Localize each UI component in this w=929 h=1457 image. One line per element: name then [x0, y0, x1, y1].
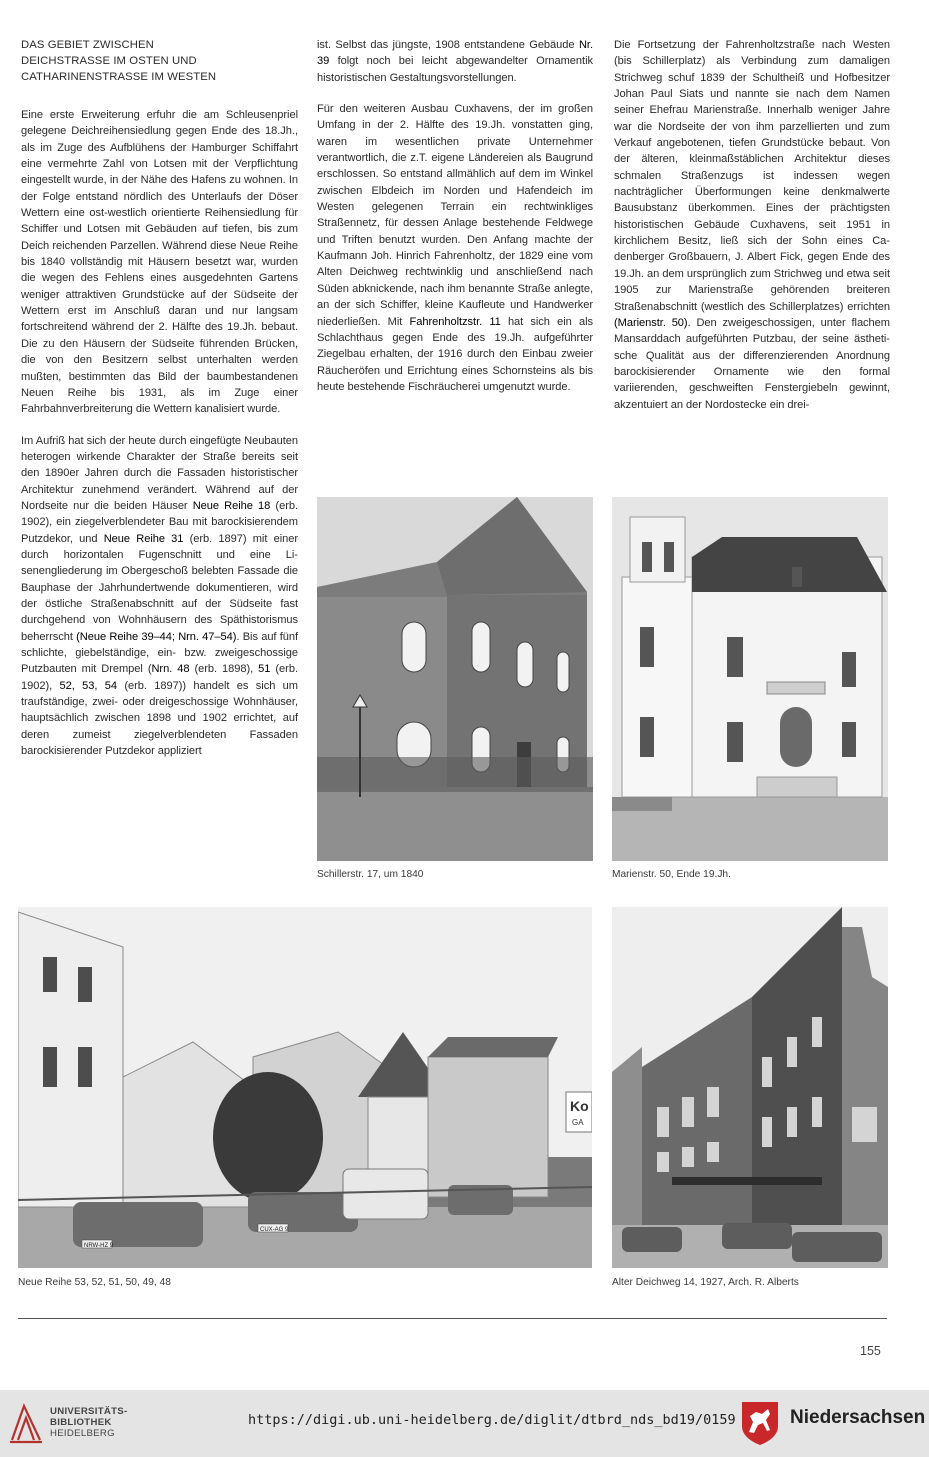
paragraph: Für den weiteren Ausbau Cuxhavens, der im großen Umfang in der 2. Hälfte des 19.Jh. vonstatten ging, waren im wesentlichen private Unternehmer verantwortlich, die z.T. eigene Ländеreien als Baugrund erschlossen. So entstand allmählich auf dem im Winkel zwischen Elbdeich im Norden und Hafendeich im Westen gelegenen Terrain ein rechtwinkliges Straßennetz, für dessen Anlage bestehende Feldwege und Triften benutzt wurden. Den Anfang machte der Kaufmann Joh. Hinrich Fahrenholtz, der 1829 eine vom Alten Deichweg rechtwinklig und anschließend nach Süden abknickende, nach ihm benannte Straße anlegte, an der sich Schiffer, kleine Kaufleute und Handwerker niederließen. Mit Fahrenholtzstr. 11 hat sich ein als Schlachthaus gegen Ende des 19.Jh. aufgeführter Ziegelbau erhalten, der 1916 durch den Einbau zweier Räucheröfen und Errichtung eines Schornsteins als bis heute bestehende Fischräucherei umgenutzt wurde.	[317, 103, 593, 393]
state-name: Niedersachsen	[790, 1407, 926, 1428]
paragraph: ist. Selbst das jüngste, 1908 entstandene Gebäude Nr. 39 folgt noch bei leicht abgewandelter Ornamentik historistischen Gestaltungsvorstellungen.	[317, 39, 593, 84]
building-reference: Fahrenholtzstr. 11	[409, 315, 501, 328]
caption-photo-3: Neue Reihe 53, 52, 51, 50, 49, 48	[18, 1277, 171, 1288]
heading-line-1: DAS GEBIET ZWISCHEN	[21, 39, 154, 51]
building-reference: Neue Reihe 31	[103, 532, 184, 545]
niedersachsen-horse-icon	[740, 1400, 780, 1446]
digitization-footer	[0, 1390, 929, 1457]
section-heading	[21, 37, 298, 85]
paragraph: Die Fortsetzung der Fahrenholtzstraße nach Westen (bis Schillerplatz) als Verbindung zum damaligen Strichweg schuf 1839 der Schultheiß und Hofbesitzer Johan Paul Siats und nannte sie nach dem Namen seiner Ehefrau Marienstraße. Innerhalb weniger Jahre war die Nordseite der von ihm parzellierten und zum Verkauf angebotenen, tiefen Grundstücke bebaut. Von der älteren, kleinmaßstäblichen Architektur dieses schmalen Straßenzugs ist indessen wegen nachträglicher Überformungen keine denkmalwerte Bausubstanz überkommen. Eines der prächtigsten historistischen Gebäude Cuxhavens, seit 1951 in kirchlichem Besitz, ließ sich der Sohn eines Cadenberger Großbauern, J. Albert Fick, gegen Ende des 19.Jh. an dem ursprünglich zum Strichweg und etwa seit 1905 zur Marienstraße gehörenden breiteren Straßenabschnitt (westlich des Schillerplatzes) errichten (Marienstr. 50). Den zweigeschossigen, unter flachem Mansarddach aufgeführten Putzbau, der seine ästhetische Qualität aus der differenzierenden Anordnung barockisierender Ornamente wie den formal variierenden, geschweiften Fenstergiebeln gewinnt, akzentuiert an der Nordostecke ein drei-	[614, 39, 890, 411]
building-reference: (Marienstr. 50)	[614, 316, 688, 329]
page-number: 155	[860, 1344, 881, 1358]
column-2	[317, 37, 593, 395]
heading-line-2: DEICHSTRASSE IM OSTEN UND	[21, 55, 197, 67]
paragraph: Im Aufriß hat sich der heute durch eingefügte Neubauten heterogen wirkende Charakter der Straße bereits seit den 1890er Jahren durch die Fassaden historistischer Architektur zunehmend verändert. Während auf der Nordseite nur die beiden Häuser Neue Reihe 18 (erb. 1902), ein ziegelverblendeter Bau mit barockisierendem Putzdekor, und Neue Reihe 31 (erb. 1897) mit einer durch horizontalen Fugenschnitt und eine Lisenengliederung im Obergeschoß belebten Fassade die Bauphase der Jahrhundertwende dokumentieren, wird der östliche Straßenabschnitt auf der Südseite fast durchgehend von Wohnhäusern des Späthistorismus beherrscht (Neue Reihe 39–44; Nrn. 47–54). Bis auf fünf schlichte, giebelständige, ein- bzw. zweigeschossige Putzbauten mit Drempel (Nrn. 48 (erb. 1898), 51 (erb. 1902), 52, 53, 54 (erb. 1897)) handelt es sich um traufständige, zwei- oder dreigeschossige Wohnhäuser, hauptsächlich zwischen 1898 und 1902 errichtet, auf deren zumeist ziegelverblendeten Fassaden barockisierender Putzdekor appliziert	[21, 434, 299, 758]
permalink-url[interactable]: https://digi.ub.uni-heidelberg.de/diglit/dtbrd_nds_bd19/0159	[248, 1412, 736, 1428]
caption-photo-2: Marienstr. 50, Ende 19.Jh.	[612, 869, 731, 880]
photo-neue-reihe	[18, 907, 592, 1268]
photo-schillerstr-17	[317, 497, 593, 861]
building-reference: Nr. 39	[317, 39, 593, 68]
license-plate-2: CUX-AG 9	[260, 1227, 289, 1233]
license-plate-1: NRW-HZ 9	[84, 1243, 114, 1249]
photo-marienstr-50	[612, 497, 888, 861]
building-reference: (Neue Reihe 39–44; Nrn. 47–54)	[76, 630, 237, 643]
building-reference: 51	[258, 663, 271, 676]
heading-line-3: CATHARINENSTRASSE IM WESTEN	[21, 71, 217, 83]
paragraph: Eine erste Erweiterung erfuhr die am Schleusenpriel gelegene Deichreihensiedlung gegen Ende des 18.Jh., als im Zuge des Aufblühens der Hamburger Schiffahrt eine vermehrte Zahl von Lotsen mit der Verpflichtung eingestellt wurde, in der Nähe des Hafens zu wohnen. In der Folge entstand nördlich des Unterlaufs der Döser Wettern eine ost-westlich orientierte Reihensiedlung für Schiffer und Lotsen mit Gebäuden auf tiefen, bis zum Deich reichenden Parzellen. Während diese Neue Reihe bis 1840 vollständig mit Häusern besetzt war, wurden die wegen des Fehlens eines ausgedehnten Gartens weniger attraktiven Grundstücke auf der Südseite der Wettern erst im Anschluß daran und nur langsam fortschreitend während der 2. Hälfte des 19.Jh. bebaut. Die zu den Häusern der Südseite führenden Brücken, die von den Besitzern selbst unterhalten werden mußten, bestimmten das Bild der baumbestandenen Neuen Reihe bis 1931, als im Zuge einer Fahrbahnverbreiterung die Wettern kanalisiert wurde.	[21, 109, 298, 416]
caption-photo-1: Schillerstr. 17, um 1840	[317, 869, 424, 880]
building-reference: Nrn. 48	[151, 663, 190, 676]
shop-sign-subtext: GA	[572, 1118, 584, 1127]
column-3	[614, 37, 890, 413]
library-name: UNIVERSITÄTS- BIBLIOTHEK HEIDELBERG	[50, 1406, 128, 1439]
column-1	[21, 37, 298, 759]
shop-sign-text: Ko	[570, 1098, 589, 1114]
photo-alter-deichweg-14	[612, 907, 888, 1268]
building-reference: 52, 53, 54	[59, 679, 118, 692]
caption-photo-4: Alter Deichweg 14, 1927, Arch. R. Alberts	[612, 1277, 799, 1288]
library-logo-icon	[8, 1400, 44, 1446]
footer-rule	[18, 1318, 887, 1319]
building-reference: Neue Reihe 18	[192, 499, 271, 512]
